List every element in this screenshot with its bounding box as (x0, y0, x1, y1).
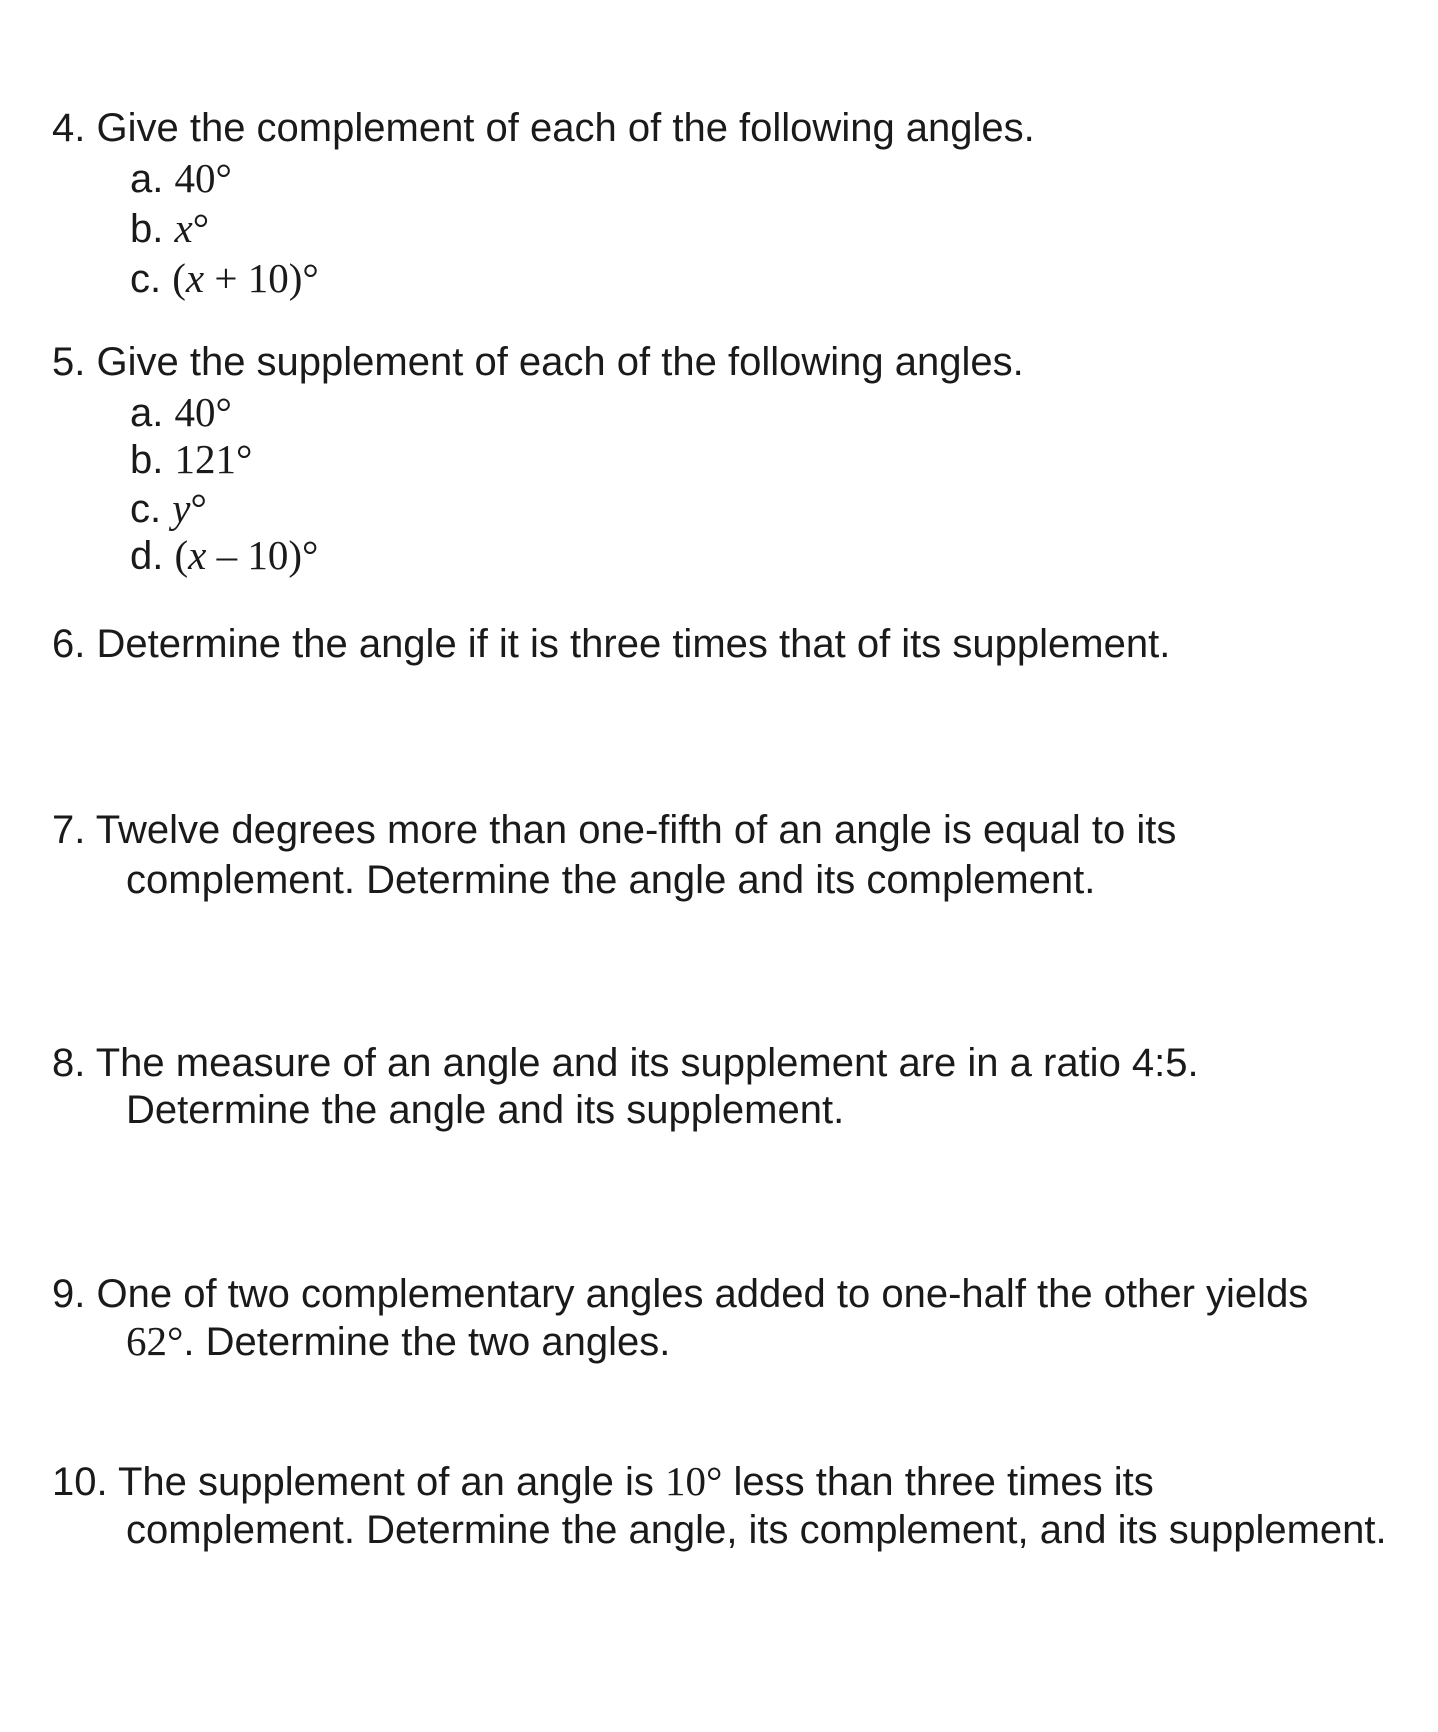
question-6: 6. Determine the angle if it is three times that of its supplement. (52, 622, 1171, 666)
part-degree: ° (190, 485, 207, 531)
part-label: b. (130, 438, 164, 482)
part-label: a. (130, 157, 164, 201)
part-label: d. (130, 534, 164, 578)
question-7-line-2: complement. Determine the angle and its complement. (126, 858, 1096, 902)
question-8-line-1: 8. The measure of an angle and its supplement are in a ratio 4:5. (52, 1041, 1199, 1085)
part-value: 40° (174, 389, 232, 435)
angle-value: 10° (665, 1458, 723, 1504)
question-4-part-c (130, 255, 319, 301)
question-10-line-1-end: less than three times its (722, 1460, 1154, 1504)
question-9-line-1: 9. One of two complementary angles added to one-half the other yields (52, 1272, 1309, 1316)
part-expression: + 10)° (204, 255, 319, 301)
part-variable: x (174, 205, 193, 251)
question-5-part-d (130, 532, 319, 578)
part-degree: ° (192, 205, 210, 251)
question-5-stem: 5. Give the supplement of each of the following angles. (52, 340, 1024, 384)
question-5-part-b (130, 436, 253, 482)
part-label: b. (130, 207, 164, 251)
part-label: a. (130, 391, 164, 435)
part-label: c. (130, 487, 162, 531)
part-variable: x (188, 532, 207, 578)
question-5-part-a (130, 389, 232, 435)
question-8-line-2: Determine the angle and its supplement. (126, 1088, 845, 1132)
question-10-line-1-start: 10. The supplement of an angle is (52, 1460, 666, 1504)
question-9-line-2-text: . Determine the two angles. (183, 1320, 671, 1364)
question-5-part-c (130, 485, 207, 531)
question-4-stem: 4. Give the complement of each of the following angles. (52, 106, 1035, 150)
part-value: 121° (174, 436, 253, 482)
part-value: 40° (174, 155, 232, 201)
question-4-part-a (130, 155, 232, 201)
part-open-paren: ( (172, 255, 186, 301)
part-variable: y (172, 485, 191, 531)
question-4-part-b (130, 205, 210, 251)
question-10-line-2: complement. Determine the angle, its complement, and its supplement. (126, 1508, 1387, 1552)
question-7-line-1: 7. Twelve degrees more than one-fifth of an angle is equal to its (52, 808, 1177, 852)
part-label: c. (130, 257, 162, 301)
question-10-line-1 (52, 1458, 1154, 1504)
angle-value: 62° (126, 1318, 184, 1364)
question-9-line-2 (126, 1318, 671, 1364)
part-variable: x (185, 255, 205, 301)
part-expression: – 10)° (206, 532, 319, 578)
part-open-paren: ( (174, 532, 189, 578)
